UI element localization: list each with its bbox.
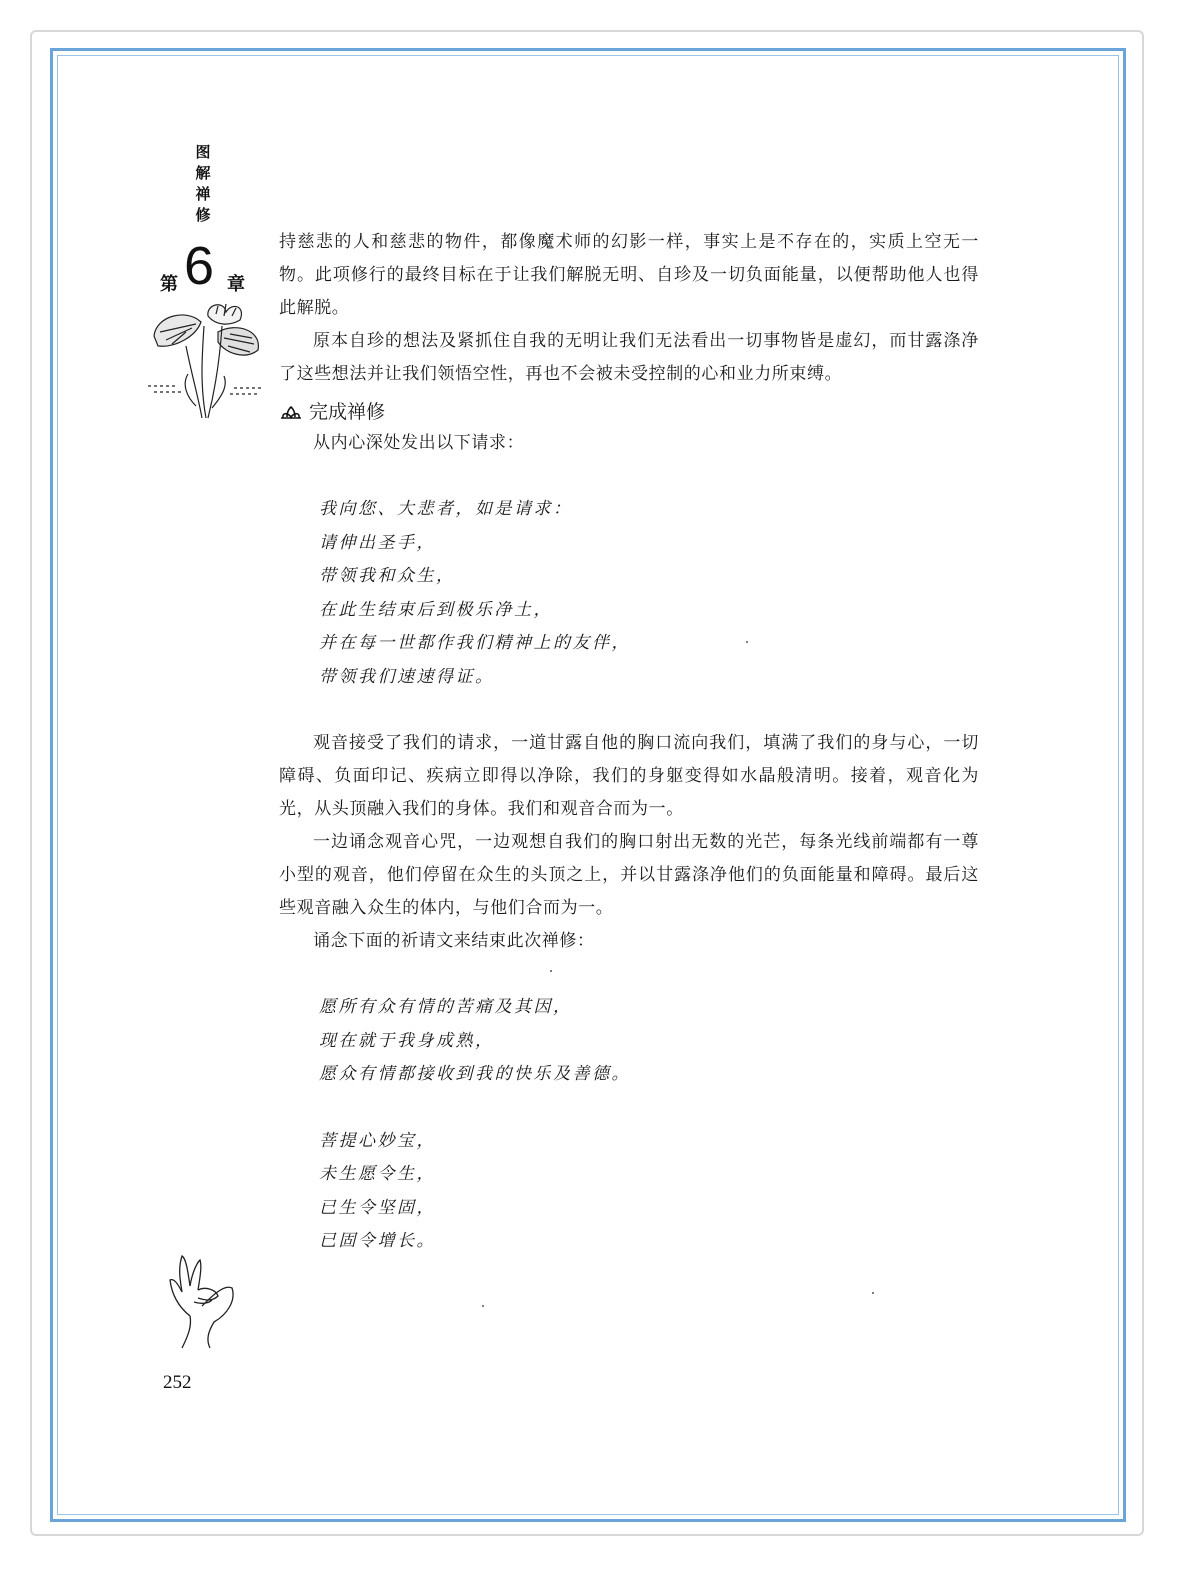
scan-speck <box>746 641 748 643</box>
scan-speck <box>872 1292 874 1294</box>
book-title-vertical: 图解禅修 <box>195 143 211 224</box>
page-body <box>279 226 979 1259</box>
paragraph-2: 原本自珍的想法及紧抓住自我的无明让我们无法看出一切事物皆是虚幻，而甘露涤净了这些想法并让我们领悟空性，再也不会被未受控制的心和业力所束缚。 <box>279 331 979 384</box>
section-title: 完成禅修 <box>309 401 386 423</box>
paragraph-5: 一边诵念观音心咒，一边观想自我们的胸口射出无数的光芒，每条光线前端都有一尊小型的观音，他们停留在众生的头顶之上，并以甘露涤净他们的负面能量和障碍。最后这些观音融入众生的体内，与他们合而为一。 <box>279 832 979 918</box>
verse-3-line: 菩提心妙宝， <box>319 1130 436 1151</box>
paragraph-4: 观音接受了我们的请求，一道甘露自他的胸口流向我们，填满了我们的身与心，一切障碍、负面印记、疾病立即得以净除，我们的身躯变得如水晶般清明。接着，观音化为光，从头顶融入我们的身体。我们和观音合而为一。 <box>279 733 979 819</box>
lotus-icon <box>279 404 303 420</box>
lotus-illustration <box>146 296 266 420</box>
section-heading <box>279 397 979 427</box>
scan-speck <box>550 970 552 972</box>
paragraph-6: 诵念下面的祈请文来结束此次禅修： <box>313 931 595 951</box>
chapter-number: 6 <box>184 236 215 296</box>
chapter-suffix: 章 <box>227 274 245 295</box>
mudra-hand-illustration <box>162 1250 242 1350</box>
paragraph-3: 从内心深处发出以下请求： <box>313 433 525 453</box>
chapter-marker <box>160 236 255 300</box>
verse-3-line: 已固令增长。 <box>319 1231 436 1251</box>
verse-2-line: 愿所有众有情的苦痛及其因， <box>319 997 573 1017</box>
chapter-prefix: 第 <box>160 274 178 295</box>
verse-1-line: 并在每一世都作我们精神上的友伴， <box>319 633 631 653</box>
verse-1-line: 带领我和众生， <box>319 566 456 586</box>
verse-3-line: 已生令坚固， <box>319 1197 436 1218</box>
verse-2-line: 愿众有情都接收到我的快乐及善德。 <box>319 1064 631 1084</box>
scan-speck <box>482 1305 484 1307</box>
verse-3-line: 未生愿令生， <box>319 1164 436 1184</box>
page-number: 252 <box>163 1372 192 1393</box>
verse-1-line: 请伸出圣手， <box>319 532 436 553</box>
verse-1-line: 在此生结束后到极乐净土， <box>319 599 553 620</box>
verse-2-line: 现在就于我身成熟， <box>319 1030 495 1051</box>
paragraph-1: 持慈悲的人和慈悲的物件，都像魔术师的幻影一样，事实上是不存在的，实质上空无一物。此项修行的最终目标在于让我们解脱无明、自珍及一切负面能量，以便帮助他人也得此解脱。 <box>279 232 979 318</box>
verse-1-line: 我向您、大悲者，如是请求： <box>319 499 573 519</box>
verse-1-line: 带领我们速速得证。 <box>319 666 495 687</box>
